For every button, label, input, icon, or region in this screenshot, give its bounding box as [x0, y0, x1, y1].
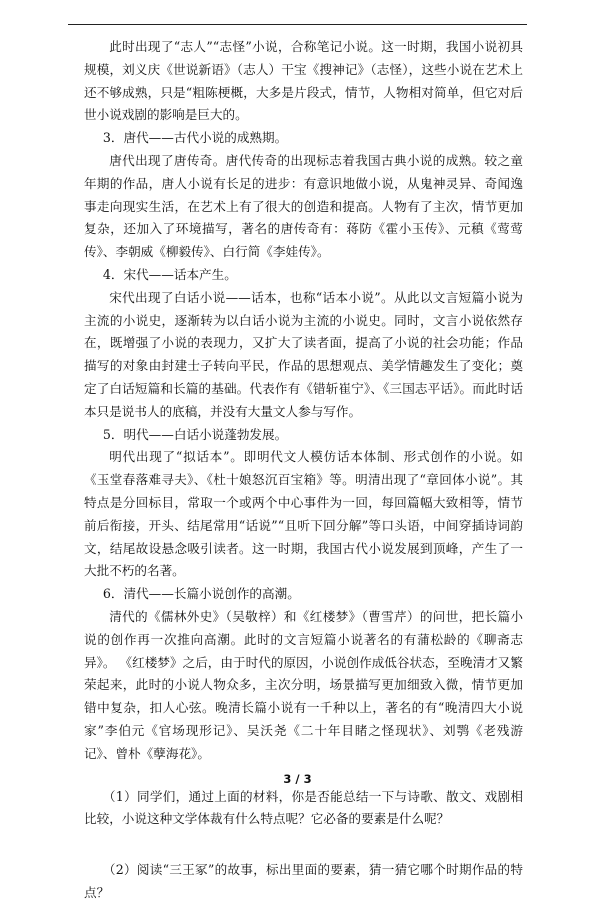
- page-number: 3 / 3: [283, 772, 312, 786]
- section-heading-tang: 3．唐代——古代小说的成熟期。: [102, 130, 288, 146]
- section-heading-ming: 5．明代——白话小说蓬勃发展。: [102, 426, 288, 442]
- section-heading-qing: 6．清代——长篇小说创作的高潮。: [102, 586, 300, 602]
- question-2: （2）阅读“三王冢”的故事，标出里面的要素，猜一猜它哪个时期作品的特点？: [84, 862, 523, 900]
- header-rule: [68, 24, 527, 25]
- paragraph-qing-novels: 清代的《儒林外史》（吴敬梓）和《红楼梦》（曹雪芹）的问世，把长篇小说的创作再一次推向高潮。此时的文言短篇小说著名的有蒲松龄的《聊斋志异》。 《红楼梦》之后，由于时代的原因，小说创作成低谷状态，至晚清才又繁荣起来，此时的小说人物众多，主次分明，场景描写更加细致入微，情节更加错中复杂，扣人心弦。晚清长篇小说有一千种以上，著名的有“晚清四大小说家”李伯元《官场现形记》、吴沃尧《二十年目睹之怪现状》、刘鹗《老残游记》、曾朴《孽海花》。: [84, 608, 523, 761]
- paragraph-tang-chuanqi: 唐代出现了唐传奇。唐代传奇的出现标志着我国古典小说的成熟。较之童年期的作品，唐人小说有长足的进步：有意识地做小说，从鬼神灵异、奇闻逸事走向现实生活，在艺术上有了很大的创造和提高。人物有了主次，情节更加复杂，还加入了环境描写，著名的唐传奇有：蒋防《霍小玉传》、元稹《莺莺传》、李朝威《柳毅传》、白行简《李娃传》。: [84, 152, 523, 260]
- paragraph-wei-jin-novels: 此时出现了“志人”“志怪”小说，合称笔记小说。这一时期，我国小说初具规模，刘义庆《世说新语》（志人）干宝《搜神记》（志怪），这些小说在艺术上还不够成熟，只是“粗陈梗概，大多是片段式，情节，人物相对简单，但它对后世小说戏剧的影响是巨大的。: [84, 39, 523, 123]
- paragraph-song-huaben: 宋代出现了白话小说——话本，也称“话本小说”。从此以文言短篇小说为主流的小说史，逐渐转为以白话小说为主流的小说史。同时，文言小说依然存在，既增强了小说的表现力，又扩大了读者面，提高了小说的社会功能；作品描写的对象由封建士子转向平民，作品的思想观点、美学情趣发生了变化；奠定了白话短篇和长篇的基础。代表作有《错斩崔宁》、《三国志平话》。而此时话本只是说书人的底稿，并没有大量文人参与写作。: [84, 289, 523, 419]
- section-heading-song: 4．宋代——话本产生。: [102, 266, 237, 282]
- question-1: （1）同学们，通过上面的材料，你是否能总结一下与诗歌、散文、戏剧相比较，小说这种文学体裁有什么特点呢？它必备的要素是什么呢？: [84, 788, 523, 827]
- paragraph-ming-nihuaben: 明代出现了“拟话本”。即明代文人模仿话本体制、形式创作的小说。如《玉堂春落难寻夫》、《杜十娘怒沉百宝箱》等。明清出现了“章回体小说”。其特点是分回标目，常取一个或两个中心事件为一回，每回篇幅大致相等，情节前后衔接，开头、结尾常用“话说”“且听下回分解”等口头语，中间穿插诗词韵文，结尾故设悬念吸引读者。这一时期，我国古代小说发展到顶峰，产生了一大批不朽的名著。: [84, 449, 523, 579]
